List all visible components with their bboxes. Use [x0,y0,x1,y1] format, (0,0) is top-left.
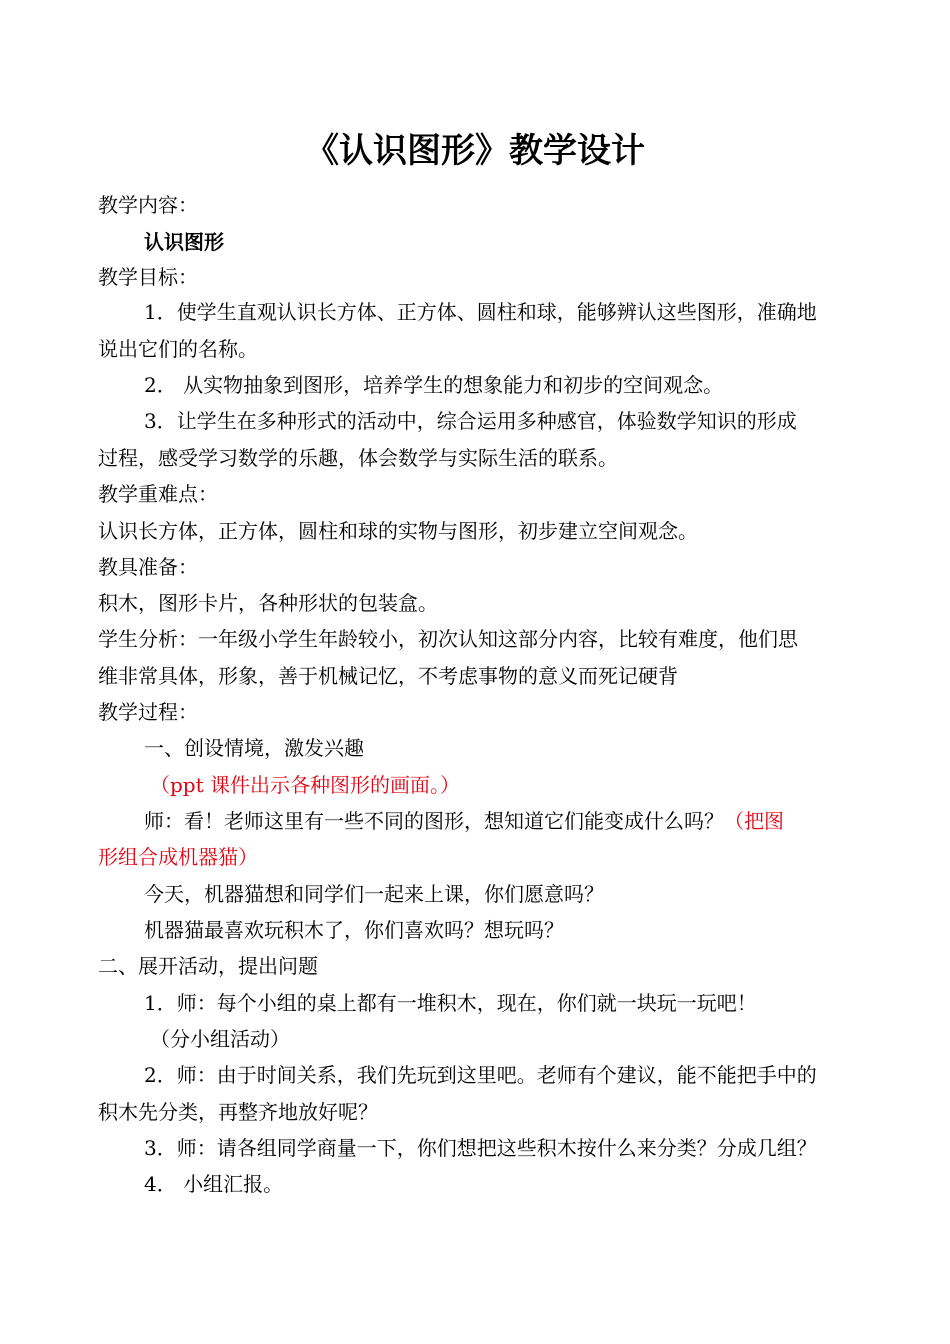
goal-1-line-2: 说出它们的名称。 [98,337,258,361]
goal-3-line-1: 3．让学生在多种形式的活动中，综合运用多种感官，体验数学知识的形成 [144,409,797,433]
tools-body: 积木，图形卡片，各种形状的包装盒。 [98,591,438,615]
step-2-title: 二、展开活动，提出问题 [98,954,318,978]
key-points-heading: 教学重难点： [98,482,218,506]
process-heading: 教学过程： [98,700,198,724]
step-1-teacher-text: 师：看！老师这里有一些不同的图形，想知道它们能变成什么吗？ [144,809,724,833]
tools-heading: 教具准备： [98,555,198,579]
step-2-item-1: 1．师：每个小组的桌上都有一堆积木，现在，你们就一块玩一玩吧！ [144,991,757,1015]
step-1-paragraph-3: 机器猫最喜欢玩积木了，你们喜欢吗？想玩吗？ [144,918,564,942]
step-2-item-2-line-2: 积木先分类，再整齐地放好呢？ [98,1100,378,1124]
goal-heading: 教学目标： [98,265,198,289]
key-points-body: 认识长方体，正方体，圆柱和球的实物与图形，初步建立空间观念。 [98,519,698,543]
step-1-teacher-line-2: 形组合成机器猫） [98,845,258,869]
goal-2: 2． 从实物抽象到图形，培养学生的想象能力和初步的空间观念。 [144,373,724,397]
step-1-teacher-line-1 [144,806,868,836]
step-2-item-3: 3．师：请各组同学商量一下，你们想把这些积木按什么来分类？分成几组？ [144,1136,817,1160]
document-title: 《认识图形》教学设计 [305,131,645,171]
step-1-title: 一、创设情境，激发兴趣 [144,736,364,760]
goal-3-line-2: 过程，感受学习数学的乐趣，体会数学与实际生活的联系。 [98,446,618,470]
student-analysis-line-1: 学生分析：一年级小学生年龄较小，初次认知这部分内容，比较有难度，他们思 [98,627,798,651]
content-heading: 教学内容： [98,193,198,217]
step-2-item-2-line-1: 2．师：由于时间关系，我们先玩到这里吧。老师有个建议，能不能把手中的 [144,1063,817,1087]
goal-1-line-1: 1．使学生直观认识长方体、正方体、圆柱和球，能够辨认这些图形，准确地 [144,300,817,324]
student-analysis-line-2: 维非常具体，形象，善于机械记忆，不考虑事物的意义而死记硬背 [98,664,678,688]
content-body: 认识图形 [144,230,224,254]
step-2-item-1-note: （分小组活动） [150,1027,290,1051]
step-1-ppt-note: （ppt 课件出示各种图形的画面。） [150,773,460,797]
step-1-paragraph-2: 今天，机器猫想和同学们一起来上课，你们愿意吗？ [144,882,604,906]
step-2-item-4: 4． 小组汇报。 [144,1172,284,1196]
step-1-teacher-red-note: （把图 [724,809,784,833]
